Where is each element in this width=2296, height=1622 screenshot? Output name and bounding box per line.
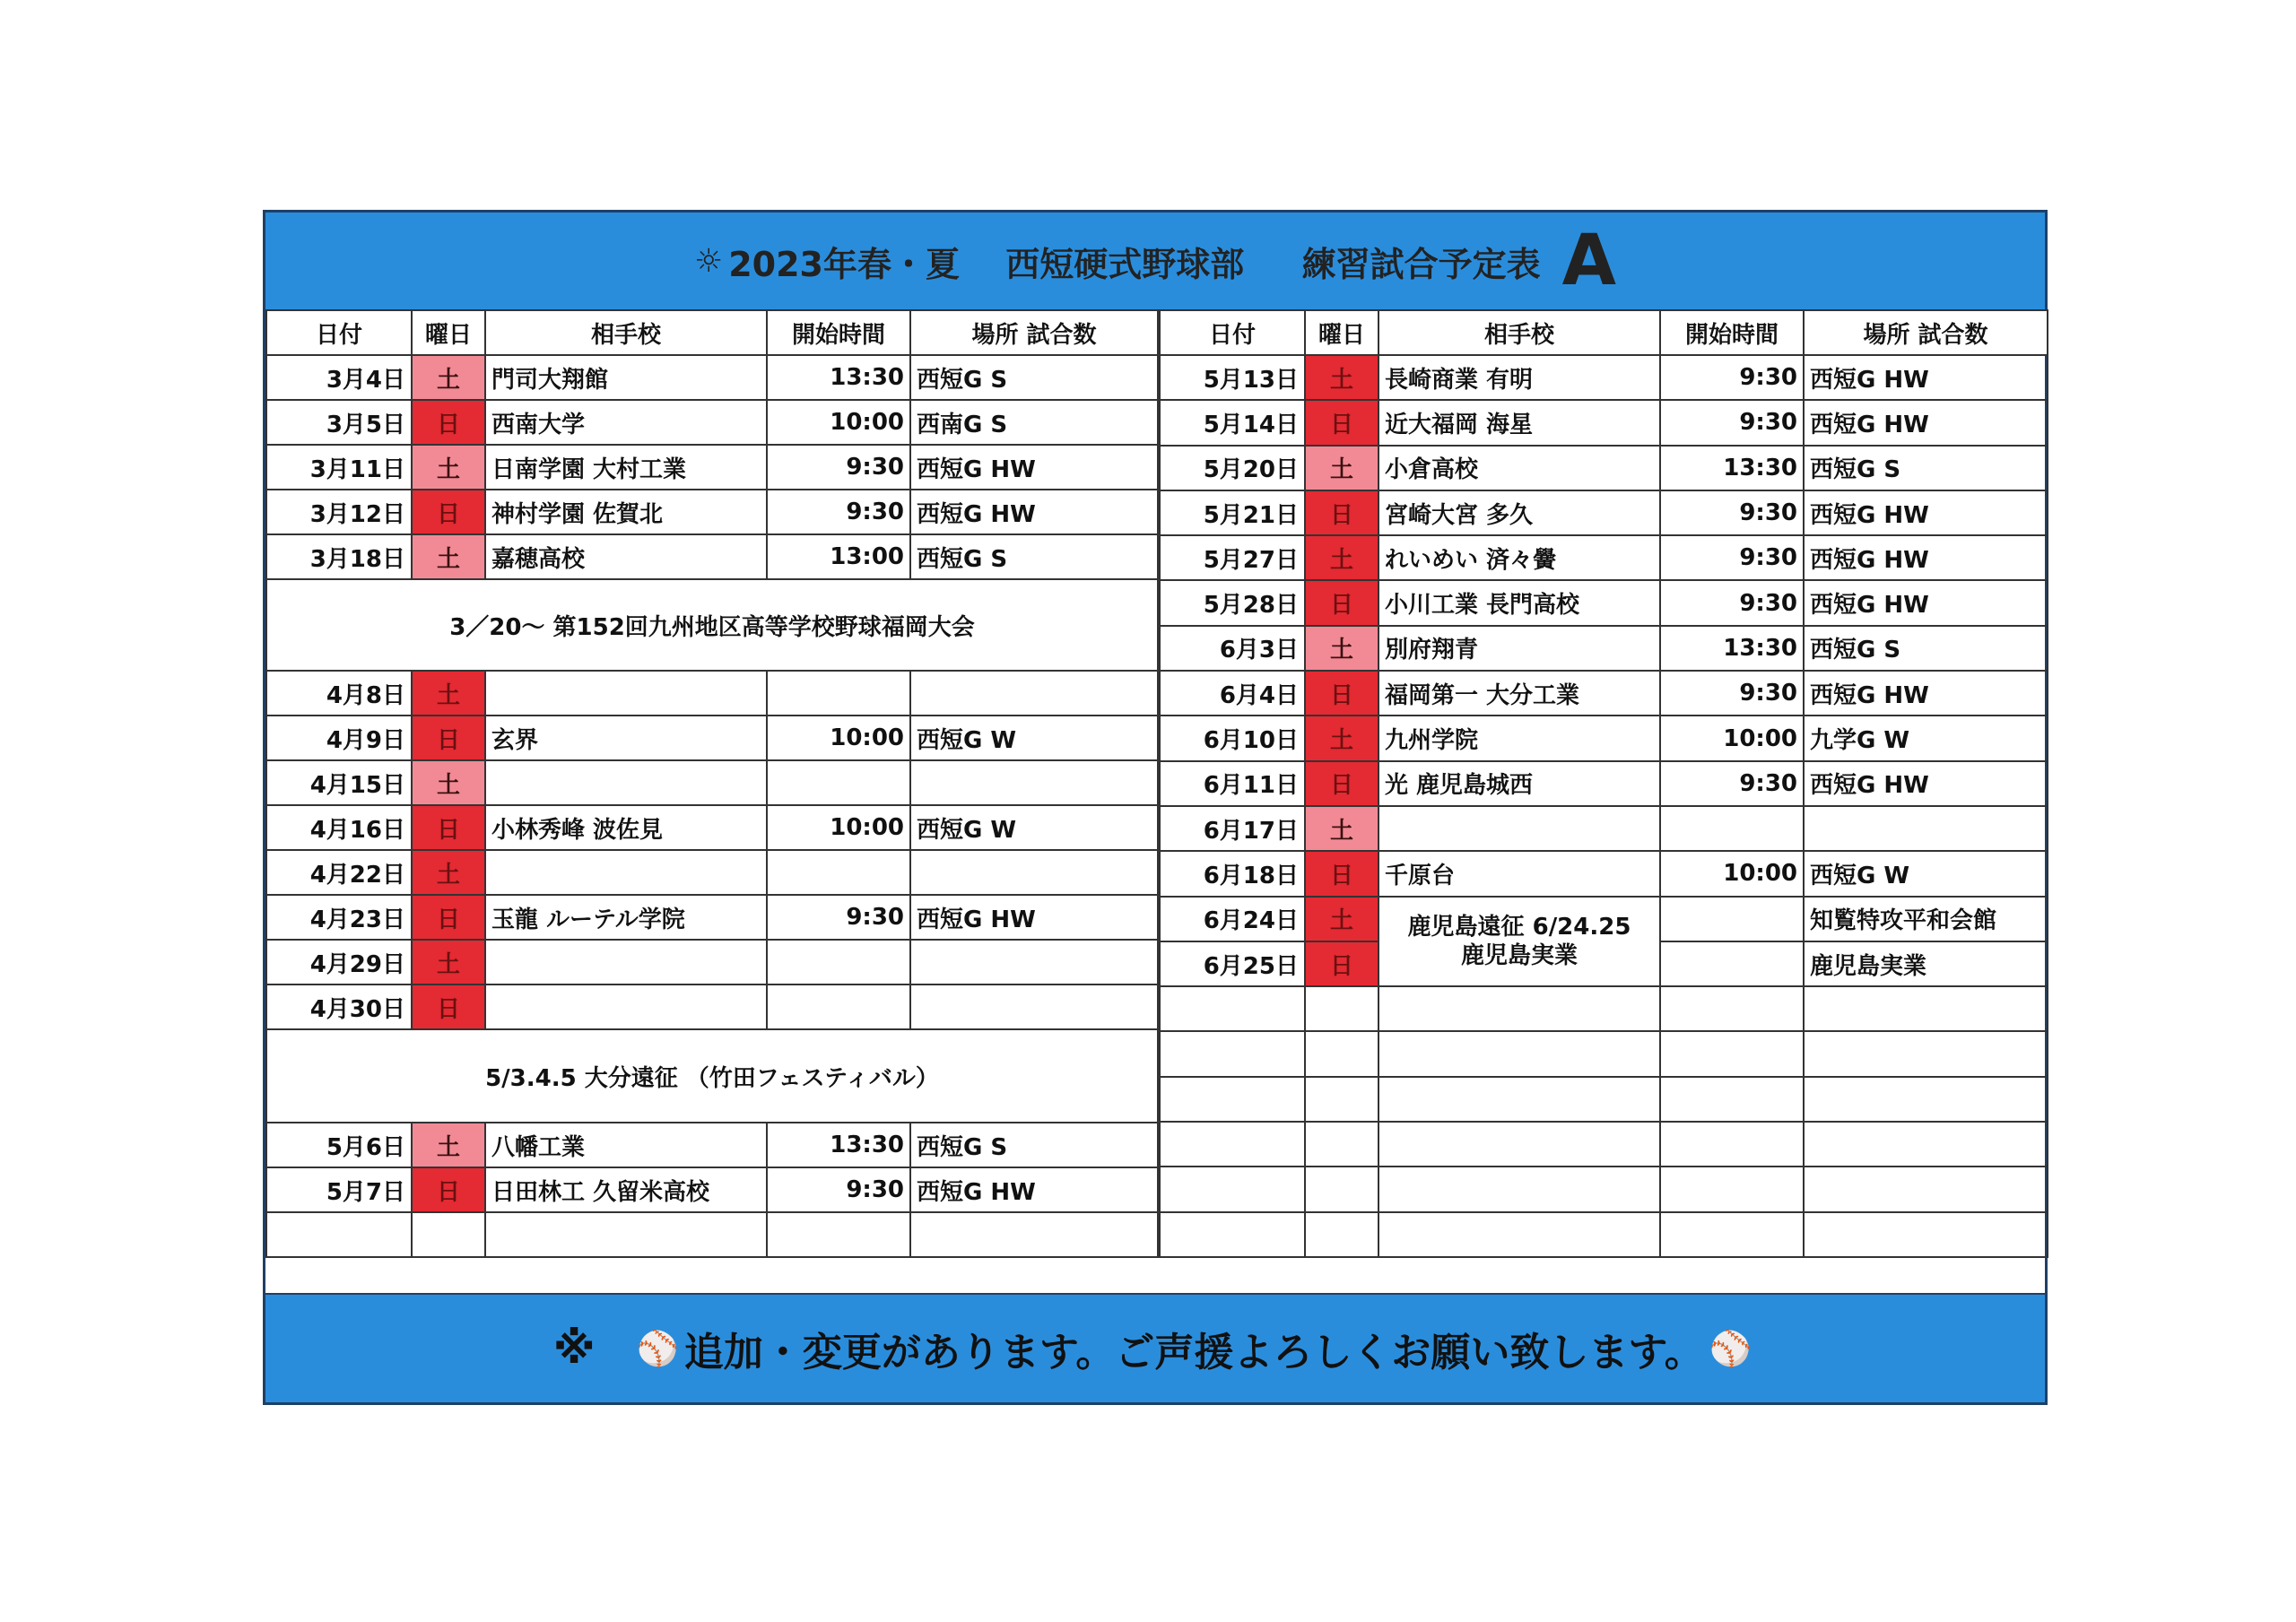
table-row — [1160, 851, 2048, 896]
empty-cell — [1660, 1077, 1804, 1122]
place-cell — [910, 850, 1158, 895]
date-cell: 4月23日 — [266, 895, 412, 940]
tables-container — [265, 309, 2045, 1258]
place-cell — [1804, 806, 2048, 851]
date-cell: 5月13日 — [1160, 355, 1305, 400]
place-cell: 西短G HW — [1804, 355, 2048, 400]
empty-cell — [1660, 1212, 1804, 1257]
date-cell: 5月14日 — [1160, 400, 1305, 445]
empty-cell — [1160, 1122, 1305, 1167]
table-row — [1160, 761, 2048, 806]
empty-cell — [1305, 1167, 1378, 1211]
empty-cell — [1305, 1122, 1378, 1167]
empty-cell — [1660, 1167, 1804, 1211]
day-cell: 日 — [412, 1167, 485, 1212]
table-row — [1160, 490, 2048, 535]
table-row — [266, 716, 1158, 760]
opponent-cell: 千原台 — [1378, 851, 1660, 896]
empty-cell — [1804, 1212, 2048, 1257]
time-cell: 13:30 — [767, 355, 910, 400]
date-cell: 5月20日 — [1160, 446, 1305, 490]
empty-cell — [1160, 1031, 1305, 1076]
opponent-cell: 別府翔青 — [1378, 626, 1660, 671]
table-row — [266, 490, 1158, 534]
date-cell: 6月18日 — [1160, 851, 1305, 896]
empty-cell — [1804, 1077, 2048, 1122]
table-row — [1160, 580, 2048, 625]
place-cell: 西短G HW — [1804, 761, 2048, 806]
time-cell — [767, 760, 910, 805]
opponent-cell: 宮崎大宮 多久 — [1378, 490, 1660, 535]
date-cell: 3月18日 — [266, 534, 412, 579]
time-cell — [767, 984, 910, 1029]
date-cell: 3月11日 — [266, 445, 412, 490]
day-cell: 土 — [412, 940, 485, 984]
table-row — [1160, 400, 2048, 445]
day-cell: 土 — [1305, 446, 1378, 490]
date-cell: 3月12日 — [266, 490, 412, 534]
place-cell: 西短G HW — [1804, 400, 2048, 445]
day-cell: 土 — [1305, 716, 1378, 760]
opponent-cell: 長崎商業 有明 — [1378, 355, 1660, 400]
time-cell: 10:00 — [767, 400, 910, 445]
day-cell: 日 — [1305, 400, 1378, 445]
table-row — [1160, 1031, 2048, 1076]
place-cell: 西短G S — [910, 534, 1158, 579]
time-cell: 9:30 — [1660, 535, 1804, 580]
opponent-cell: 八幡工業 — [485, 1123, 767, 1167]
table-row — [266, 1212, 1158, 1257]
time-cell — [1660, 806, 1804, 851]
page-title: 2023年春・夏 西短硬式野球部 練習試合予定表 — [728, 244, 1541, 284]
time-cell — [767, 671, 910, 716]
date-cell: 6月11日 — [1160, 761, 1305, 806]
time-cell: 9:30 — [767, 490, 910, 534]
header-opponent: 相手校 — [1378, 310, 1660, 355]
place-cell: 西短G W — [910, 716, 1158, 760]
place-cell: 西短G HW — [1804, 671, 2048, 716]
day-cell: 土 — [1305, 897, 1378, 941]
opponent-cell: 九州学院 — [1378, 716, 1660, 760]
table-row — [266, 534, 1158, 579]
time-cell: 10:00 — [1660, 716, 1804, 760]
empty-cell — [1660, 986, 1804, 1031]
table-row — [1160, 897, 2048, 941]
tournament-note: 3／20～ 第152回九州地区高等学校野球福岡大会 — [266, 579, 1158, 671]
date-cell: 4月30日 — [266, 984, 412, 1029]
day-cell: 土 — [412, 534, 485, 579]
time-cell: 9:30 — [1660, 671, 1804, 716]
day-cell: 土 — [412, 760, 485, 805]
place-cell: 西短G S — [1804, 626, 2048, 671]
opponent-cell: 神村学園 佐賀北 — [485, 490, 767, 534]
opponent-cell: 福岡第一 大分工業 — [1378, 671, 1660, 716]
empty-cell — [910, 1212, 1158, 1257]
opponent-cell: 玄界 — [485, 716, 767, 760]
opponent-cell: 玉龍 ルーテル学院 — [485, 895, 767, 940]
opponent-cell — [485, 940, 767, 984]
place-cell: 西短G S — [1804, 446, 2048, 490]
empty-cell — [1804, 1031, 2048, 1076]
table-row — [266, 445, 1158, 490]
empty-cell — [1378, 1167, 1660, 1211]
day-cell: 土 — [412, 1123, 485, 1167]
opponent-cell: 光 鹿児島城西 — [1378, 761, 1660, 806]
empty-cell — [1160, 1077, 1305, 1122]
day-cell: 土 — [1305, 355, 1378, 400]
header-day: 曜日 — [412, 310, 485, 355]
place-cell: 九学G W — [1804, 716, 2048, 760]
empty-cell — [767, 1212, 910, 1257]
header-time: 開始時間 — [767, 310, 910, 355]
empty-cell — [266, 1212, 412, 1257]
title-bar — [265, 213, 2045, 311]
empty-cell — [1804, 1167, 2048, 1211]
date-cell: 6月3日 — [1160, 626, 1305, 671]
table-row — [266, 671, 1158, 716]
table-row — [266, 895, 1158, 940]
day-cell: 土 — [1305, 626, 1378, 671]
time-cell: 9:30 — [1660, 580, 1804, 625]
table-row — [266, 760, 1158, 805]
empty-cell — [1378, 986, 1660, 1031]
day-cell: 土 — [1305, 535, 1378, 580]
date-cell: 6月17日 — [1160, 806, 1305, 851]
opponent-cell: 日南学園 大村工業 — [485, 445, 767, 490]
opponent-cell — [485, 760, 767, 805]
day-cell: 土 — [1305, 806, 1378, 851]
opponent-cell: 近大福岡 海星 — [1378, 400, 1660, 445]
time-cell: 13:30 — [1660, 626, 1804, 671]
place-cell: 西短G HW — [1804, 580, 2048, 625]
header-date: 日付 — [266, 310, 412, 355]
place-cell — [910, 984, 1158, 1029]
opponent-cell — [485, 984, 767, 1029]
place-cell: 知覧特攻平和会館 — [1804, 897, 2048, 941]
table-row — [1160, 806, 2048, 851]
date-cell: 4月9日 — [266, 716, 412, 760]
date-cell: 4月29日 — [266, 940, 412, 984]
time-cell: 9:30 — [1660, 355, 1804, 400]
footer-message: 追加・変更があります。ご声援よろしくお願い致します。 — [683, 1330, 1704, 1375]
empty-cell — [1160, 1167, 1305, 1211]
day-cell: 日 — [1305, 851, 1378, 896]
kagoshima-trip-cell — [1378, 897, 1660, 987]
empty-cell — [1378, 1122, 1660, 1167]
empty-cell — [1160, 1212, 1305, 1257]
place-cell: 西短G HW — [910, 445, 1158, 490]
header-date: 日付 — [1160, 310, 1305, 355]
empty-cell — [412, 1212, 485, 1257]
place-cell: 西短G HW — [1804, 490, 2048, 535]
time-cell: 9:30 — [767, 1167, 910, 1212]
place-cell: 鹿児島実業 — [1804, 941, 2048, 986]
footer-mark: ※ — [552, 1323, 596, 1374]
empty-cell — [1660, 1031, 1804, 1076]
empty-cell — [1378, 1077, 1660, 1122]
date-cell: 6月24日 — [1160, 897, 1305, 941]
time-cell — [767, 850, 910, 895]
table-row — [266, 1123, 1158, 1167]
time-cell — [1660, 897, 1804, 941]
schedule-table-left — [265, 309, 1159, 1258]
note-row — [266, 579, 1158, 671]
table-row — [266, 355, 1158, 400]
place-cell: 西短G W — [910, 805, 1158, 850]
date-cell: 6月4日 — [1160, 671, 1305, 716]
table-row — [266, 940, 1158, 984]
date-cell: 6月10日 — [1160, 716, 1305, 760]
header-place: 場所 試合数 — [1804, 310, 2048, 355]
opponent-cell: 小林秀峰 波佐見 — [485, 805, 767, 850]
date-cell: 4月16日 — [266, 805, 412, 850]
table-row — [1160, 626, 2048, 671]
place-cell: 西短G S — [910, 355, 1158, 400]
table-row — [266, 400, 1158, 445]
day-cell: 日 — [1305, 671, 1378, 716]
date-cell: 5月7日 — [266, 1167, 412, 1212]
place-cell: 西短G HW — [910, 895, 1158, 940]
empty-cell — [1160, 986, 1305, 1031]
empty-cell — [485, 1212, 767, 1257]
schedule-table-right — [1159, 309, 2048, 1258]
day-cell: 日 — [412, 895, 485, 940]
table-row — [266, 984, 1158, 1029]
time-cell: 10:00 — [767, 716, 910, 760]
time-cell: 9:30 — [1660, 761, 1804, 806]
empty-cell — [1305, 1031, 1378, 1076]
place-cell: 西短G HW — [910, 490, 1158, 534]
opponent-cell: 西南大学 — [485, 400, 767, 445]
place-cell — [910, 760, 1158, 805]
place-cell — [910, 671, 1158, 716]
date-cell: 4月15日 — [266, 760, 412, 805]
empty-cell — [1305, 1212, 1378, 1257]
empty-cell — [1804, 1122, 2048, 1167]
opponent-cell: 日田林工 久留米高校 — [485, 1167, 767, 1212]
time-cell — [767, 940, 910, 984]
table-row — [266, 1167, 1158, 1212]
sun-icon: ☼ — [693, 242, 724, 280]
day-cell: 日 — [1305, 941, 1378, 986]
footer-bar — [265, 1293, 2045, 1402]
opponent-cell: れいめい 済々黌 — [1378, 535, 1660, 580]
day-cell: 日 — [1305, 580, 1378, 625]
empty-cell — [1378, 1031, 1660, 1076]
table-row — [1160, 535, 2048, 580]
day-cell: 日 — [412, 490, 485, 534]
date-cell: 5月27日 — [1160, 535, 1305, 580]
time-cell: 9:30 — [767, 445, 910, 490]
table-row — [266, 805, 1158, 850]
opponent-cell — [485, 850, 767, 895]
time-cell: 10:00 — [1660, 851, 1804, 896]
table-row — [1160, 1122, 2048, 1167]
date-cell: 6月25日 — [1160, 941, 1305, 986]
trip-line-1: 鹿児島遠征 6/24.25 — [1407, 913, 1631, 941]
time-cell: 9:30 — [1660, 490, 1804, 535]
time-cell — [1660, 941, 1804, 986]
time-cell: 10:00 — [767, 805, 910, 850]
empty-cell — [1660, 1122, 1804, 1167]
date-cell: 3月5日 — [266, 400, 412, 445]
opponent-cell — [485, 671, 767, 716]
time-cell: 13:30 — [767, 1123, 910, 1167]
time-cell: 9:30 — [767, 895, 910, 940]
opponent-cell — [1378, 806, 1660, 851]
table-row — [1160, 355, 2048, 400]
time-cell: 13:00 — [767, 534, 910, 579]
date-cell: 4月8日 — [266, 671, 412, 716]
place-cell — [910, 940, 1158, 984]
table-row — [1160, 1212, 2048, 1257]
day-cell: 日 — [412, 805, 485, 850]
table-row — [1160, 986, 2048, 1031]
header-row — [266, 310, 1158, 355]
date-cell: 5月28日 — [1160, 580, 1305, 625]
table-row — [1160, 671, 2048, 716]
empty-cell — [1804, 986, 2048, 1031]
empty-cell — [1305, 986, 1378, 1031]
date-cell: 4月22日 — [266, 850, 412, 895]
time-cell: 13:30 — [1660, 446, 1804, 490]
day-cell: 土 — [412, 850, 485, 895]
opponent-cell: 小倉高校 — [1378, 446, 1660, 490]
note-row — [266, 1029, 1158, 1123]
table-row — [1160, 1167, 2048, 1211]
opponent-cell: 嘉穂高校 — [485, 534, 767, 579]
day-cell: 土 — [412, 671, 485, 716]
opponent-cell: 小川工業 長門高校 — [1378, 580, 1660, 625]
date-cell: 5月21日 — [1160, 490, 1305, 535]
empty-cell — [1378, 1212, 1660, 1257]
day-cell: 日 — [1305, 490, 1378, 535]
date-cell: 5月6日 — [266, 1123, 412, 1167]
place-cell: 西短G HW — [1804, 535, 2048, 580]
table-row — [1160, 446, 2048, 490]
place-cell: 西短G HW — [910, 1167, 1158, 1212]
baseball-icon: ⚾ — [1709, 1328, 1752, 1368]
title-letter: A — [1561, 221, 1617, 301]
schedule-sheet — [263, 210, 2048, 1405]
place-cell: 西短G W — [1804, 851, 2048, 896]
baseball-icon: ⚾ — [636, 1328, 679, 1368]
opponent-cell: 門司大翔館 — [485, 355, 767, 400]
trip-line-2: 鹿児島実業 — [1460, 941, 1578, 969]
header-place: 場所 試合数 — [910, 310, 1158, 355]
empty-cell — [1305, 1077, 1378, 1122]
time-cell: 9:30 — [1660, 400, 1804, 445]
header-day: 曜日 — [1305, 310, 1378, 355]
header-opponent: 相手校 — [485, 310, 767, 355]
date-cell: 3月4日 — [266, 355, 412, 400]
table-row — [266, 850, 1158, 895]
day-cell: 日 — [412, 400, 485, 445]
day-cell: 土 — [412, 355, 485, 400]
day-cell: 日 — [1305, 761, 1378, 806]
trip-note: 5/3.4.5 大分遠征 （竹田フェスティバル） — [266, 1029, 1158, 1123]
place-cell: 西短G S — [910, 1123, 1158, 1167]
day-cell: 土 — [412, 445, 485, 490]
header-time: 開始時間 — [1660, 310, 1804, 355]
header-row — [1160, 310, 2048, 355]
table-row — [1160, 716, 2048, 760]
day-cell: 日 — [412, 716, 485, 760]
table-row — [1160, 1077, 2048, 1122]
place-cell: 西南G S — [910, 400, 1158, 445]
day-cell: 日 — [412, 984, 485, 1029]
